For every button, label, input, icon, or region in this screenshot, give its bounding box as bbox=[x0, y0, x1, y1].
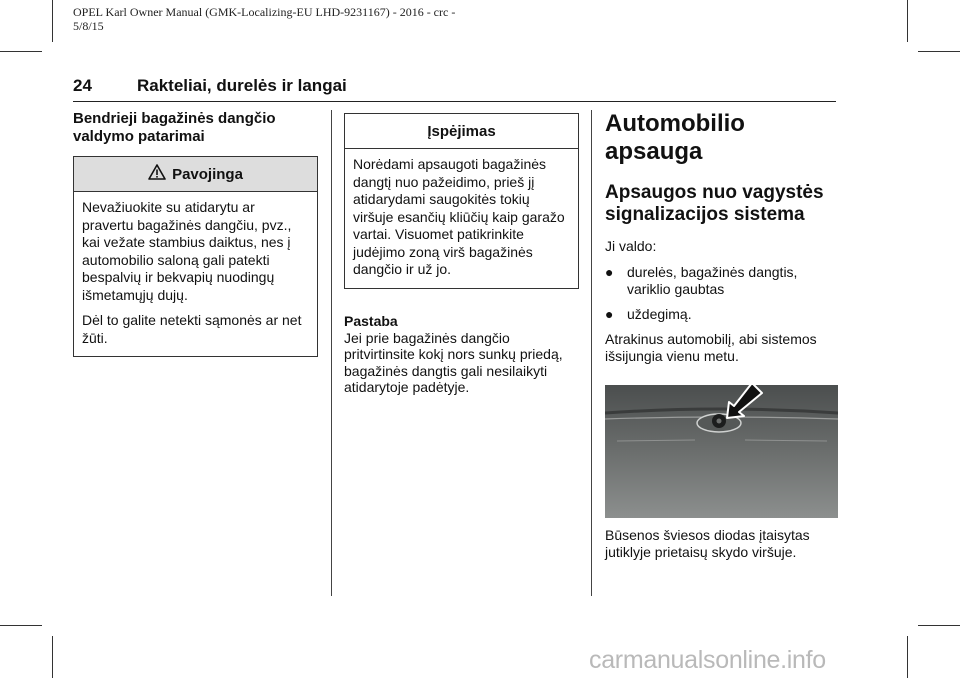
danger-paragraph: Nevažiuokite su atidarytu ar pravertu bagažinės dangčiu, pvz., kai vežate stambius daiktus, nes į automobilio saloną gali patekti bespalvių ir bekvapių nuodingų išmetamųjų dujų. bbox=[82, 199, 292, 303]
column-divider bbox=[591, 110, 592, 596]
warning-triangle-icon bbox=[148, 164, 166, 184]
section-title: Automobilio apsauga bbox=[605, 110, 745, 165]
intro-text: Ji valdo: bbox=[605, 238, 657, 254]
warning-box-body bbox=[345, 149, 578, 288]
bullet-mark: ● bbox=[605, 264, 614, 280]
crop-mark bbox=[52, 0, 53, 42]
danger-box-body bbox=[74, 192, 317, 356]
crop-mark bbox=[918, 625, 960, 626]
danger-paragraph: Dėl to galite netekti sąmonės ar net žūti. bbox=[82, 312, 302, 346]
list-item bbox=[605, 264, 838, 298]
watermark: carmanualsonline.info bbox=[589, 646, 826, 674]
crop-mark bbox=[907, 0, 908, 42]
document-meta bbox=[73, 5, 455, 33]
page-number: 24 bbox=[73, 76, 92, 95]
page-header bbox=[73, 76, 836, 102]
dashboard-led-photo bbox=[605, 385, 838, 518]
section-heading: Bendrieji bagažinės dangčio valdymo patarimai bbox=[73, 110, 276, 145]
warning-box bbox=[344, 113, 579, 289]
crop-mark bbox=[0, 625, 42, 626]
crop-mark bbox=[907, 636, 908, 678]
warning-box-header bbox=[345, 114, 578, 149]
warning-text: Norėdami apsaugoti bagažinės dangtį nuo pažeidimo, prieš jį atidarydami saugokitės tokių viršuje esančių kliūčių kaip garažo vartai. Visuomet patikrinkite judėjimo zoną virš bagažinės dangčio ir už jo. bbox=[353, 156, 565, 277]
middle-column bbox=[344, 113, 579, 396]
list-item-text: uždegimą. bbox=[627, 306, 692, 322]
page-title: Rakteliai, durelės ir langai bbox=[137, 76, 347, 95]
left-column bbox=[73, 110, 318, 357]
document-meta-line2: 5/8/15 bbox=[73, 19, 104, 33]
danger-box bbox=[73, 156, 318, 357]
crop-mark bbox=[52, 636, 53, 678]
crop-mark bbox=[0, 51, 42, 52]
photo-caption: Būsenos šviesos diodas įtaisytas jutiklyje prietaisų skydo viršuje. bbox=[605, 527, 810, 560]
column-divider bbox=[331, 110, 332, 596]
subsection-title: Apsaugos nuo vagystės signalizacijos sistema bbox=[605, 182, 824, 225]
list-item bbox=[605, 306, 838, 323]
note-heading: Pastaba bbox=[344, 312, 398, 329]
danger-box-header bbox=[74, 157, 317, 192]
right-column bbox=[605, 110, 838, 374]
note-text: Jei prie bagažinės dangčio pritvirtinsite kokį nors sunkų priedą, bagažinės dangtis gali nesilaikyti atidarytoje padėtyje. bbox=[344, 329, 563, 395]
list-item-text: durelės, bagažinės dangtis, variklio gaubtas bbox=[627, 264, 798, 297]
bullet-mark: ● bbox=[605, 306, 614, 322]
document-meta-line1: OPEL Karl Owner Manual (GMK-Localizing-EU LHD-9231167) - 2016 - crc - bbox=[73, 5, 456, 19]
crop-mark bbox=[918, 51, 960, 52]
system-note: Atrakinus automobilį, abi sistemos išsijungia vienu metu. bbox=[605, 331, 817, 364]
warning-box-title: Įspėjimas bbox=[427, 122, 496, 140]
danger-box-title: Pavojinga bbox=[172, 165, 243, 183]
